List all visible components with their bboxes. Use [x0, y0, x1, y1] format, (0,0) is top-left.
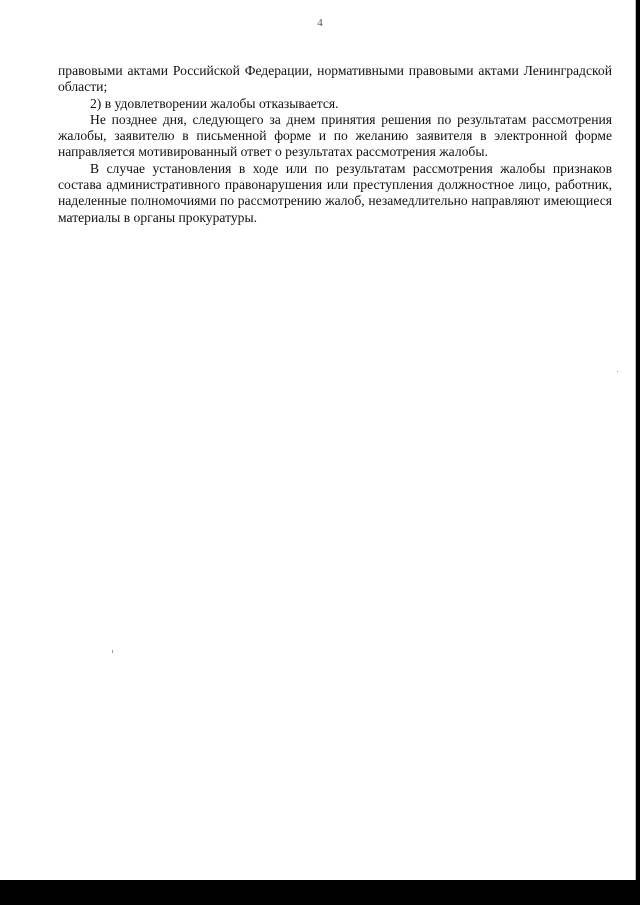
document-body	[58, 63, 612, 226]
paragraph-response-deadline: Не позднее дня, следующего за днем принятия решения по результатам рассмотрения жалобы, заявителю в письменной форме и по желанию заявителя в электронной форме направляется мотивированный ответ о результатах рассмотрения жалобы.	[58, 111, 612, 160]
page-number: 4	[317, 17, 323, 29]
scan-speck	[112, 650, 113, 653]
paragraph-item-2: 2) в удовлетворении жалобы отказывается.	[90, 95, 339, 111]
scan-edge-right	[636, 0, 640, 905]
paragraph-prosecutor-referral: В случае установления в ходе или по результатам рассмотрения жалобы признаков состава административного правонарушения или преступления должностное лицо, работник, наделенные полномочиями по рассмотрению жалоб, незамедлительно направляют имеющиеся материалы в органы прокуратуры.	[58, 160, 612, 225]
paragraph-continuation: правовыми актами Российской Федерации, нормативными правовыми актами Ленинградской области;	[58, 63, 612, 95]
scan-speck	[617, 371, 618, 372]
scan-edge-bottom	[0, 880, 640, 905]
